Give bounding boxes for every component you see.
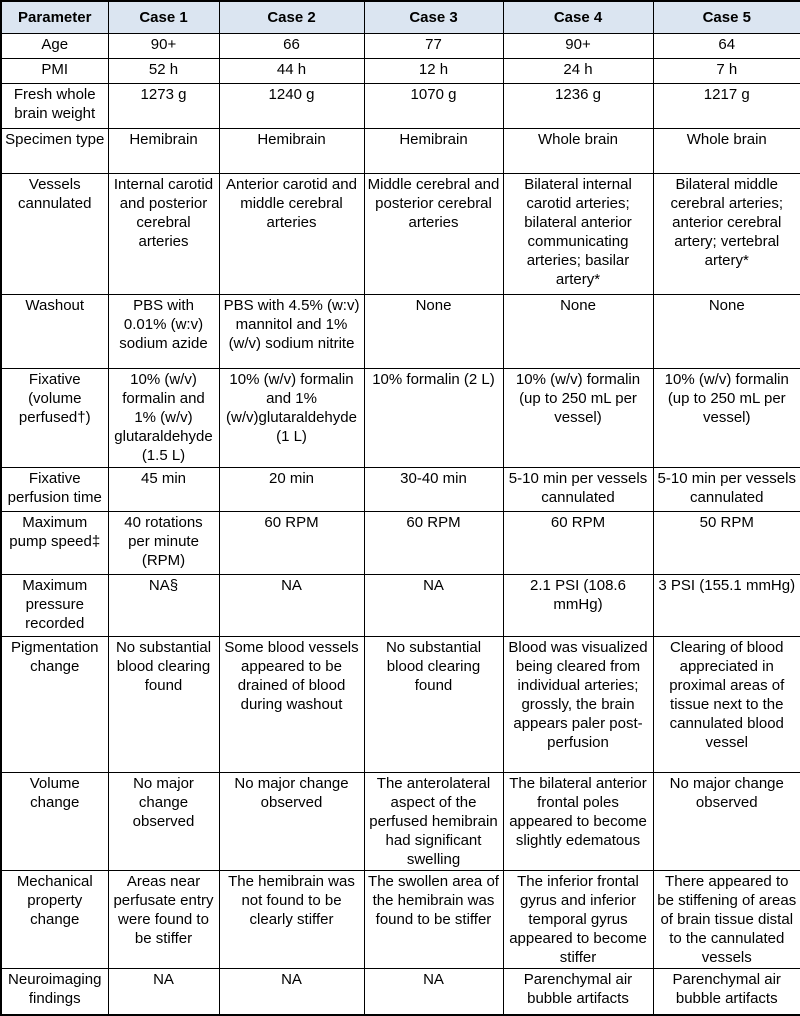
- value-cell: Parenchymal air bubble artifacts: [503, 968, 653, 1015]
- value-cell: 60 RPM: [364, 511, 503, 574]
- value-cell: 12 h: [364, 58, 503, 83]
- case-column-header: Case 1: [108, 1, 219, 33]
- parameter-cell: Fixative (volume perfused†): [1, 368, 108, 467]
- value-cell: Some blood vessels appeared to be drained of blood during washout: [219, 636, 364, 772]
- value-cell: The swollen area of the hemibrain was found to be stiffer: [364, 870, 503, 968]
- value-cell: No substantial blood clearing found: [364, 636, 503, 772]
- value-cell: Whole brain: [503, 128, 653, 173]
- parameter-column-header: Parameter: [1, 1, 108, 33]
- table-row: [1, 83, 800, 128]
- table-header: [1, 1, 800, 33]
- table-row: [1, 574, 800, 636]
- value-cell: 60 RPM: [503, 511, 653, 574]
- value-cell: The hemibrain was not found to be clearly stiffer: [219, 870, 364, 968]
- parameter-cell: Neuroimaging findings: [1, 968, 108, 1015]
- table-row: [1, 467, 800, 511]
- case-column-header: Case 3: [364, 1, 503, 33]
- value-cell: 52 h: [108, 58, 219, 83]
- parameter-cell: Washout: [1, 294, 108, 368]
- value-cell: 64: [653, 33, 800, 58]
- table-row: [1, 511, 800, 574]
- value-cell: 77: [364, 33, 503, 58]
- value-cell: Clearing of blood appreciated in proximal areas of tissue next to the cannulated blood vessel: [653, 636, 800, 772]
- value-cell: 10% formalin (2 L): [364, 368, 503, 467]
- case-column-header: Case 5: [653, 1, 800, 33]
- parameter-cell: Fresh whole brain weight: [1, 83, 108, 128]
- value-cell: 20 min: [219, 467, 364, 511]
- value-cell: 44 h: [219, 58, 364, 83]
- value-cell: 1236 g: [503, 83, 653, 128]
- value-cell: 10% (w/v) formalin (up to 250 mL per vessel): [653, 368, 800, 467]
- value-cell: NA§: [108, 574, 219, 636]
- value-cell: Parenchymal air bubble artifacts: [653, 968, 800, 1015]
- value-cell: 1217 g: [653, 83, 800, 128]
- parameter-cell: Mechanical property change: [1, 870, 108, 968]
- value-cell: No major change observed: [108, 772, 219, 870]
- value-cell: The inferior frontal gyrus and inferior temporal gyrus appeared to become stiffer: [503, 870, 653, 968]
- value-cell: 10% (w/v) formalin and 1% (w/v)glutaraldehyde (1 L): [219, 368, 364, 467]
- table-row: [1, 173, 800, 294]
- value-cell: 1240 g: [219, 83, 364, 128]
- value-cell: There appeared to be stiffening of areas of brain tissue distal to the cannulated vessels: [653, 870, 800, 968]
- table-row: [1, 58, 800, 83]
- value-cell: PBS with 4.5% (w:v) mannitol and 1% (w/v) sodium nitrite: [219, 294, 364, 368]
- value-cell: 40 rotations per minute (RPM): [108, 511, 219, 574]
- value-cell: 10% (w/v) formalin and 1% (w/v) glutaraldehyde (1.5 L): [108, 368, 219, 467]
- value-cell: 90+: [108, 33, 219, 58]
- value-cell: 30-40 min: [364, 467, 503, 511]
- parameter-cell: Vessels cannulated: [1, 173, 108, 294]
- case-column-header: Case 2: [219, 1, 364, 33]
- value-cell: Anterior carotid and middle cerebral arteries: [219, 173, 364, 294]
- value-cell: 50 RPM: [653, 511, 800, 574]
- value-cell: Hemibrain: [219, 128, 364, 173]
- value-cell: None: [364, 294, 503, 368]
- value-cell: NA: [219, 574, 364, 636]
- value-cell: No major change observed: [653, 772, 800, 870]
- value-cell: 2.1 PSI (108.6 mmHg): [503, 574, 653, 636]
- value-cell: Areas near perfusate entry were found to be stiffer: [108, 870, 219, 968]
- value-cell: 1273 g: [108, 83, 219, 128]
- parameter-cell: PMI: [1, 58, 108, 83]
- value-cell: 5-10 min per vessels cannulated: [653, 467, 800, 511]
- value-cell: No major change observed: [219, 772, 364, 870]
- value-cell: Hemibrain: [364, 128, 503, 173]
- value-cell: Internal carotid and posterior cerebral arteries: [108, 173, 219, 294]
- table-row: [1, 294, 800, 368]
- value-cell: 7 h: [653, 58, 800, 83]
- value-cell: 3 PSI (155.1 mmHg): [653, 574, 800, 636]
- table-row: [1, 128, 800, 173]
- parameter-cell: Fixative perfusion time: [1, 467, 108, 511]
- value-cell: None: [653, 294, 800, 368]
- value-cell: 90+: [503, 33, 653, 58]
- value-cell: Bilateral internal carotid arteries; bilateral anterior communicating arteries; basilar artery*: [503, 173, 653, 294]
- header-row: [1, 1, 800, 33]
- value-cell: 60 RPM: [219, 511, 364, 574]
- value-cell: Hemibrain: [108, 128, 219, 173]
- table-row: [1, 368, 800, 467]
- value-cell: 5-10 min per vessels cannulated: [503, 467, 653, 511]
- table-row: [1, 636, 800, 772]
- table-row: [1, 772, 800, 870]
- value-cell: No substantial blood clearing found: [108, 636, 219, 772]
- value-cell: Whole brain: [653, 128, 800, 173]
- value-cell: NA: [364, 968, 503, 1015]
- value-cell: 1070 g: [364, 83, 503, 128]
- parameter-cell: Specimen type: [1, 128, 108, 173]
- case-column-header: Case 4: [503, 1, 653, 33]
- table-row: [1, 968, 800, 1015]
- value-cell: NA: [364, 574, 503, 636]
- table-row: [1, 870, 800, 968]
- value-cell: The anterolateral aspect of the perfused hemibrain had significant swelling: [364, 772, 503, 870]
- value-cell: Middle cerebral and posterior cerebral arteries: [364, 173, 503, 294]
- table-row: [1, 33, 800, 58]
- table-body: [1, 33, 800, 1015]
- parameter-cell: Age: [1, 33, 108, 58]
- value-cell: PBS with 0.01% (w:v) sodium azide: [108, 294, 219, 368]
- value-cell: Blood was visualized being cleared from individual arteries; grossly, the brain appears paler post-perfusion: [503, 636, 653, 772]
- value-cell: NA: [108, 968, 219, 1015]
- value-cell: Bilateral middle cerebral arteries; anterior cerebral artery; vertebral artery*: [653, 173, 800, 294]
- parameter-cell: Maximum pump speed‡: [1, 511, 108, 574]
- value-cell: None: [503, 294, 653, 368]
- value-cell: 24 h: [503, 58, 653, 83]
- parameter-cell: Maximum pressure recorded: [1, 574, 108, 636]
- value-cell: 66: [219, 33, 364, 58]
- value-cell: 10% (w/v) formalin (up to 250 mL per vessel): [503, 368, 653, 467]
- value-cell: NA: [219, 968, 364, 1015]
- value-cell: 45 min: [108, 467, 219, 511]
- parameter-cell: Volume change: [1, 772, 108, 870]
- parameter-cell: Pigmentation change: [1, 636, 108, 772]
- value-cell: The bilateral anterior frontal poles appeared to become slightly edematous: [503, 772, 653, 870]
